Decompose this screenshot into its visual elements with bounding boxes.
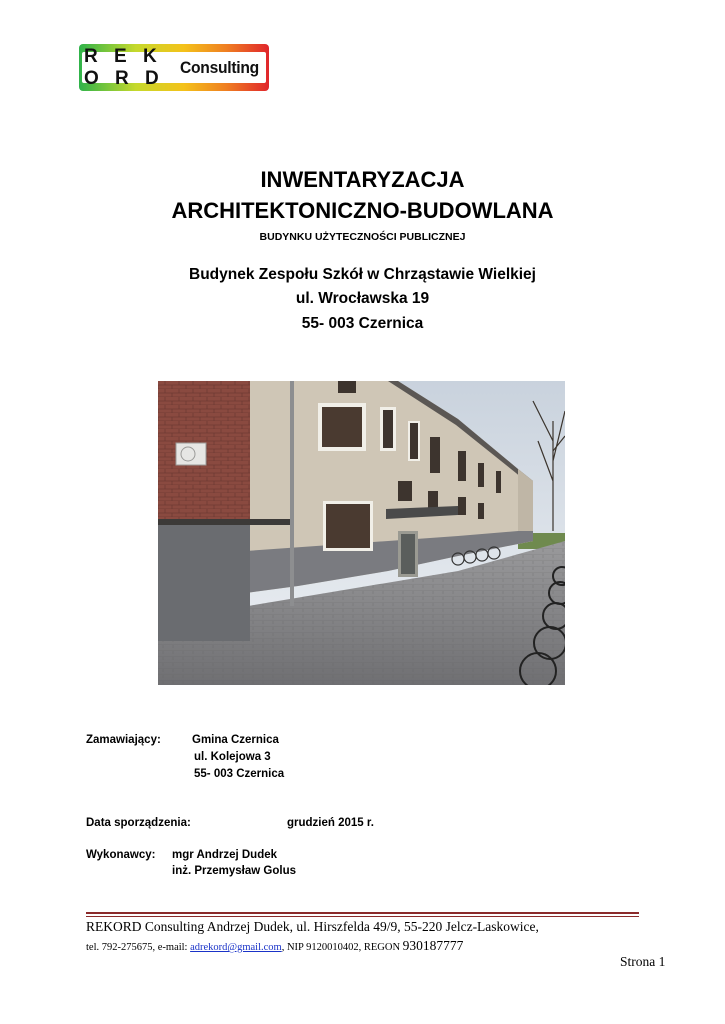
date-value: grudzień 2015 r. bbox=[287, 817, 374, 829]
company-logo bbox=[79, 44, 269, 91]
document-title-line1: INWENTARYZACJA bbox=[260, 167, 465, 192]
building-name: Budynek Zespołu Szkół w Chrząstawie Wielkiej bbox=[189, 266, 536, 283]
logo-rekord-text: R E K O R D bbox=[84, 45, 165, 89]
client-name: Gmina Czernica bbox=[192, 734, 279, 746]
footer-rule-thin bbox=[86, 916, 639, 917]
document-title-line2: ARCHITEKTONICZNO-BUDOWLANA bbox=[171, 198, 554, 223]
footer-contact bbox=[86, 938, 463, 954]
date-label: Data sporządzenia: bbox=[86, 817, 191, 829]
building-city: 55- 003 Czernica bbox=[301, 315, 424, 332]
footer-tel: tel. 792-275675, e-mail: bbox=[86, 942, 191, 953]
footer-nip: , NIP 9120010402, REGON bbox=[281, 942, 403, 953]
client-label: Zamawiający: bbox=[86, 734, 161, 746]
client-street: ul. Kolejowa 3 bbox=[194, 751, 271, 763]
footer-address: REKORD Consulting Andrzej Dudek, ul. Hirszfelda 49/9, 55-220 Jelcz-Laskowice, bbox=[86, 919, 539, 934]
footer-regon: 930187777 bbox=[402, 938, 464, 953]
building-street: ul. Wrocławska 19 bbox=[295, 290, 430, 307]
logo-consulting-text: Consulting bbox=[180, 57, 260, 77]
building-photo bbox=[158, 381, 565, 685]
document-subtitle: BUDYNKU UŻYTECZNOŚCI PUBLICZNEJ bbox=[259, 231, 466, 243]
contractor-1: mgr Andrzej Dudek bbox=[172, 849, 278, 861]
contractors-label: Wykonawcy: bbox=[86, 849, 156, 861]
contractor-2: inż. Przemysław Golus bbox=[172, 865, 296, 877]
page-number: Strona 1 bbox=[620, 954, 666, 969]
footer-rule-thick bbox=[86, 912, 639, 914]
footer-email-link[interactable]: adrekord@gmail.com bbox=[190, 942, 282, 953]
client-city: 55- 003 Czernica bbox=[194, 768, 285, 780]
